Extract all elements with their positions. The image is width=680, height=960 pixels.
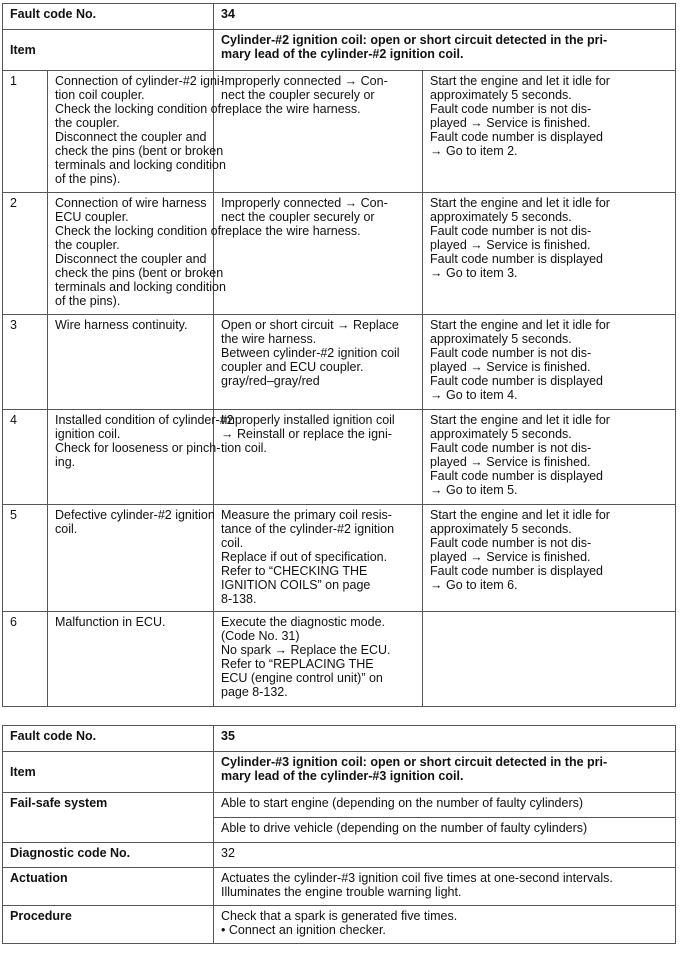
text-line: Execute the diagnostic mode. bbox=[221, 615, 385, 629]
text-line: Measure the primary coil resis- bbox=[221, 508, 392, 522]
procedure-label: Procedure bbox=[3, 906, 214, 944]
text-line: Start the engine and let it idle for bbox=[430, 318, 610, 332]
text-line: Open or short circuit → Replace bbox=[221, 318, 399, 332]
row-action bbox=[214, 410, 423, 505]
table-row bbox=[3, 410, 676, 505]
text-line: → Go to item 6. bbox=[430, 578, 518, 592]
row-confirmation bbox=[423, 505, 676, 612]
text-line: Refer to “CHECKING THE bbox=[221, 564, 368, 578]
text-line: → Go to item 2. bbox=[430, 144, 518, 158]
actuation-value bbox=[214, 868, 676, 906]
text-line: Defective cylinder-#2 ignition bbox=[55, 508, 215, 522]
procedure-value bbox=[214, 906, 676, 944]
text-line: terminals and locking condition bbox=[55, 280, 226, 294]
text-line: Start the engine and let it idle for bbox=[430, 74, 610, 88]
row-number: 4 bbox=[3, 410, 48, 505]
fault-code-label: Fault code No. bbox=[3, 726, 214, 752]
text-line: Fault code number is displayed bbox=[430, 374, 604, 388]
text-line: played → Service is finished. bbox=[430, 116, 591, 130]
row-confirmation bbox=[423, 193, 676, 315]
text-line: Illuminates the engine trouble warning light. bbox=[221, 885, 462, 899]
text-line: approximately 5 seconds. bbox=[430, 427, 572, 441]
text-line: terminals and locking condition bbox=[55, 158, 226, 172]
row-cause bbox=[48, 505, 214, 612]
text-line: Cylinder-#3 ignition coil: open or short circuit detected in the pri- bbox=[221, 755, 608, 769]
item-label: Item bbox=[3, 30, 214, 71]
text-line: replace the wire harness. bbox=[221, 224, 361, 238]
text-line: Installed condition of cylinder-#2 bbox=[55, 413, 234, 427]
item-value bbox=[214, 30, 676, 71]
text-line: tion coil coupler. bbox=[55, 88, 145, 102]
text-line: Fault code number is displayed bbox=[430, 469, 604, 483]
text-line: approximately 5 seconds. bbox=[430, 210, 572, 224]
text-line: Disconnect the coupler and bbox=[55, 130, 207, 144]
item-row bbox=[3, 752, 676, 793]
fault-code-value: 35 bbox=[214, 726, 676, 752]
text-line: 8-138. bbox=[221, 592, 257, 606]
row-cause bbox=[48, 193, 226, 315]
actuation-row bbox=[3, 868, 676, 906]
text-line: IGNITION COILS” on page bbox=[221, 578, 371, 592]
text-line: Check that a spark is generated five times. bbox=[221, 909, 458, 923]
text-line: → Go to item 3. bbox=[430, 266, 518, 280]
text-line: Between cylinder-#2 ignition coil bbox=[221, 346, 400, 360]
text-line: check the pins (bent or broken bbox=[55, 266, 224, 280]
text-line: tion coil. bbox=[221, 441, 267, 455]
text-line: Wire harness continuity. bbox=[55, 318, 188, 332]
item-row bbox=[3, 30, 676, 71]
text-line: approximately 5 seconds. bbox=[430, 332, 572, 346]
fault-code-label: Fault code No. bbox=[3, 4, 214, 30]
text-line: No spark → Replace the ECU. bbox=[221, 643, 391, 657]
fault-35-table bbox=[2, 725, 676, 944]
text-line: Check the locking condition of bbox=[55, 102, 222, 116]
text-line: Start the engine and let it idle for bbox=[430, 413, 610, 427]
text-line: Actuates the cylinder-#3 ignition coil five times at one-second intervals. bbox=[221, 871, 613, 885]
text-line: played → Service is finished. bbox=[430, 455, 591, 469]
text-line: played → Service is finished. bbox=[430, 550, 591, 564]
text-line: page 8-132. bbox=[221, 685, 288, 699]
text-line: Check for looseness or pinch- bbox=[55, 441, 221, 455]
text-line: • Connect an ignition checker. bbox=[221, 923, 386, 937]
text-line: Fault code number is not dis- bbox=[430, 102, 592, 116]
row-cause bbox=[48, 410, 234, 505]
actuation-label: Actuation bbox=[3, 868, 214, 906]
text-line: Fault code number is not dis- bbox=[430, 536, 592, 550]
table-row bbox=[3, 612, 676, 707]
table-row bbox=[3, 505, 676, 612]
text-line: of the pins). bbox=[55, 294, 121, 308]
text-line: Cylinder-#2 ignition coil: open or short circuit detected in the pri- bbox=[221, 33, 608, 47]
text-line: Refer to “REPLACING THE bbox=[221, 657, 374, 671]
text-line: Connection of cylinder-#2 igni- bbox=[55, 74, 224, 88]
text-line: Fault code number is not dis- bbox=[430, 224, 592, 238]
row-confirmation bbox=[423, 315, 676, 410]
text-line: replace the wire harness. bbox=[221, 102, 361, 116]
row-action bbox=[214, 612, 423, 707]
item-value bbox=[214, 752, 676, 793]
text-line: Fault code number is displayed bbox=[430, 564, 604, 578]
text-line: of the pins). bbox=[55, 172, 121, 186]
text-line: the coupler. bbox=[55, 116, 120, 130]
text-line: Fault code number is displayed bbox=[430, 130, 604, 144]
row-cause bbox=[48, 612, 214, 707]
row-action bbox=[214, 71, 423, 193]
row-action bbox=[214, 505, 423, 612]
text-line: mary lead of the cylinder-#3 ignition coil. bbox=[221, 769, 464, 783]
fault-34-table bbox=[2, 3, 676, 707]
text-line: nect the coupler securely or bbox=[221, 88, 375, 102]
row-number: 5 bbox=[3, 505, 48, 612]
text-line: Improperly connected → Con- bbox=[221, 196, 388, 210]
text-line: the coupler. bbox=[55, 238, 120, 252]
text-line: Malfunction in ECU. bbox=[55, 615, 166, 629]
text-line: approximately 5 seconds. bbox=[430, 88, 572, 102]
row-number: 1 bbox=[3, 71, 48, 193]
text-line: check the pins (bent or broken bbox=[55, 144, 224, 158]
row-cause bbox=[48, 71, 226, 193]
row-cause bbox=[48, 315, 214, 410]
text-line: ECU (engine control unit)” on bbox=[221, 671, 383, 685]
row-confirmation bbox=[423, 410, 676, 505]
text-line: mary lead of the cylinder-#2 ignition coil. bbox=[221, 47, 464, 61]
failsafe-drive-value: Able to drive vehicle (depending on the number of faulty cylinders) bbox=[214, 818, 676, 843]
fault-code-row bbox=[3, 4, 676, 30]
text-line: coil. bbox=[55, 522, 78, 536]
text-line: gray/red–gray/red bbox=[221, 374, 320, 388]
text-line: (Code No. 31) bbox=[221, 629, 300, 643]
text-line: → Go to item 5. bbox=[430, 483, 518, 497]
text-line: Improperly installed ignition coil bbox=[221, 413, 395, 427]
row-number: 2 bbox=[3, 193, 48, 315]
text-line: Replace if out of specification. bbox=[221, 550, 388, 564]
fault-code-value: 34 bbox=[214, 4, 676, 30]
text-line: approximately 5 seconds. bbox=[430, 522, 572, 536]
text-line: played → Service is finished. bbox=[430, 238, 591, 252]
text-line: tance of the cylinder-#2 ignition bbox=[221, 522, 395, 536]
text-line: Fault code number is displayed bbox=[430, 252, 604, 266]
text-line: Start the engine and let it idle for bbox=[430, 196, 610, 210]
text-line: Improperly connected → Con- bbox=[221, 74, 388, 88]
failsafe-label: Fail-safe system bbox=[3, 793, 214, 843]
procedure-row bbox=[3, 906, 676, 944]
table-row bbox=[3, 315, 676, 410]
table-row bbox=[3, 193, 676, 315]
text-line: Fault code number is not dis- bbox=[430, 441, 592, 455]
text-line: Fault code number is not dis- bbox=[430, 346, 592, 360]
text-line: nect the coupler securely or bbox=[221, 210, 375, 224]
text-line: ignition coil. bbox=[55, 427, 121, 441]
text-line: Disconnect the coupler and bbox=[55, 252, 207, 266]
row-confirmation bbox=[423, 71, 676, 193]
failsafe-row-1 bbox=[3, 793, 676, 818]
text-line: Check the locking condition of bbox=[55, 224, 222, 238]
text-line: played → Service is finished. bbox=[430, 360, 591, 374]
text-line: coupler and ECU coupler. bbox=[221, 360, 364, 374]
item-label: Item bbox=[3, 752, 214, 793]
text-line: Connection of wire harness bbox=[55, 196, 207, 210]
diagnostic-code-label: Diagnostic code No. bbox=[3, 843, 214, 868]
row-confirmation bbox=[423, 612, 676, 707]
text-line: coil. bbox=[221, 536, 244, 550]
failsafe-start-value: Able to start engine (depending on the number of faulty cylinders) bbox=[214, 793, 676, 818]
row-number: 6 bbox=[3, 612, 48, 707]
row-number: 3 bbox=[3, 315, 48, 410]
row-action bbox=[214, 315, 423, 410]
text-line: → Reinstall or replace the igni- bbox=[221, 427, 392, 441]
diagnostic-code-row bbox=[3, 843, 676, 868]
text-line: ECU coupler. bbox=[55, 210, 129, 224]
table-row bbox=[3, 71, 676, 193]
text-line: the wire harness. bbox=[221, 332, 317, 346]
row-action bbox=[214, 193, 423, 315]
text-line: ing. bbox=[55, 455, 76, 469]
text-line: → Go to item 4. bbox=[430, 388, 518, 402]
text-line: Start the engine and let it idle for bbox=[430, 508, 610, 522]
fault-code-row bbox=[3, 726, 676, 752]
diagnostic-code-value: 32 bbox=[214, 843, 676, 868]
